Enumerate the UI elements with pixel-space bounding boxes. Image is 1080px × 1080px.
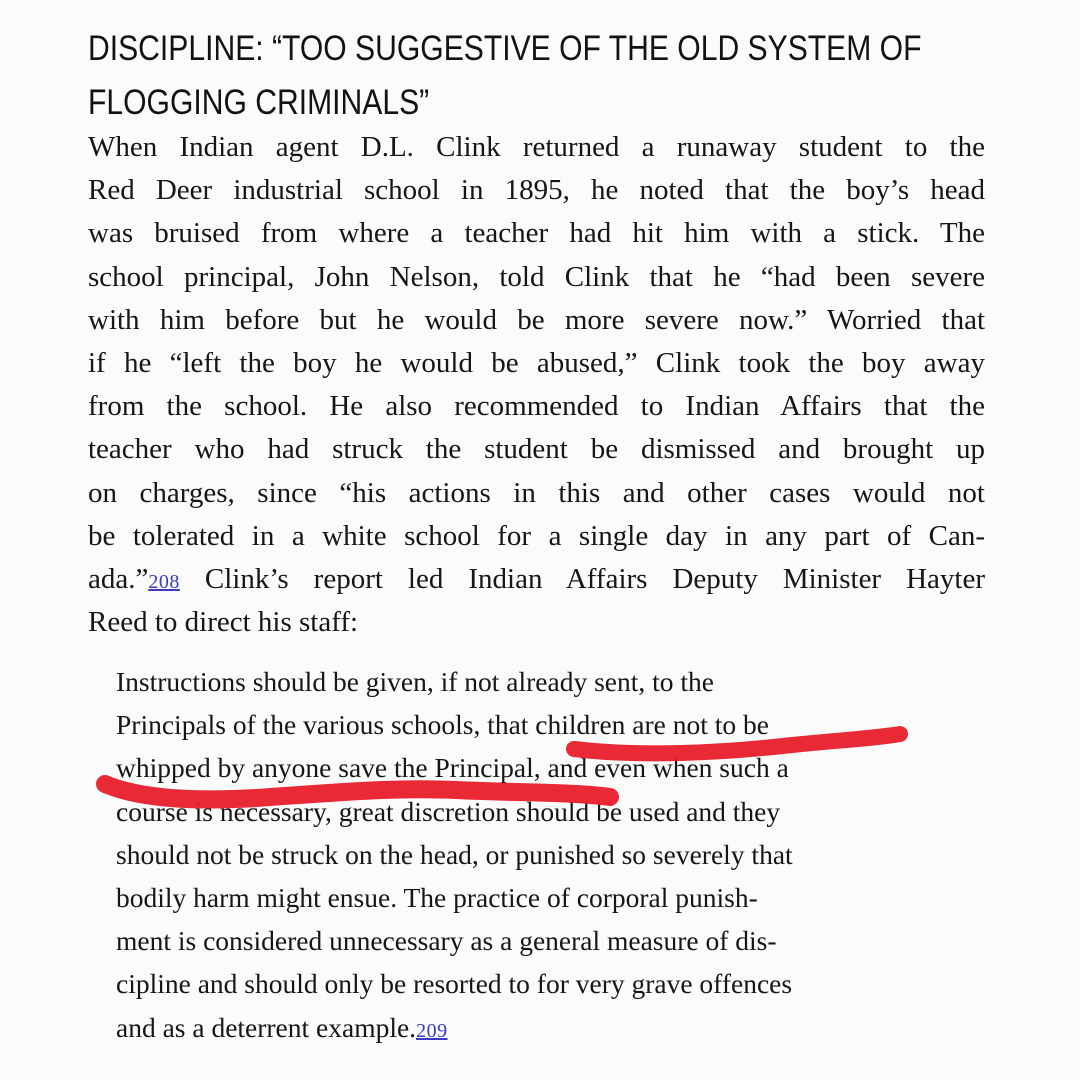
body-line: on charges, since “his actions in this and other cases would not xyxy=(88,476,985,509)
body-line-with-footnote xyxy=(88,558,985,601)
body-line: teacher who had struck the student be dismissed and brought up xyxy=(88,433,985,466)
quote-line: Instructions should be given, if not already sent, to the xyxy=(116,666,715,697)
body-line: was bruised from where a teacher had hit him with a stick. The xyxy=(88,217,985,250)
body-line: When Indian agent D.L. Clink returned a runaway student to the xyxy=(88,131,985,163)
body-line: Red Deer industrial school in 1895, he noted that the boy’s head xyxy=(88,174,985,207)
quote-line: cipline and should only be resorted to for very grave offences xyxy=(116,968,793,1000)
section-heading xyxy=(88,22,1057,130)
quote-line: ment is considered unnecessary as a general measure of dis- xyxy=(116,925,777,957)
body-line: school principal, John Nelson, told Clink that he “had been severe xyxy=(88,260,985,293)
body-line: with him before but he would be more severe now.” Worried that xyxy=(88,303,985,336)
body-paragraph xyxy=(88,126,985,644)
quote-line-with-footnote xyxy=(116,1006,988,1049)
quote-line: should not be struck on the head, or punished so severely that xyxy=(116,838,793,870)
section-heading-line-2: FLOGGING CRIMINALS” xyxy=(88,83,430,122)
body-text-fragment: Clink’s report led Indian Affairs Deputy Minister Hayter xyxy=(179,562,985,595)
footnote-link-209[interactable]: 209 xyxy=(416,1019,448,1042)
body-line: from the school. He also recommended to Indian Affairs that the xyxy=(88,390,985,423)
body-line-last: Reed to direct his staff: xyxy=(88,606,359,639)
quote-line: whipped by anyone save the Principal, and even when such a xyxy=(116,752,789,784)
body-line: be tolerated in a white school for a single day in any part of Can- xyxy=(88,519,985,552)
quote-line: course is necessary, great discretion should be used and they xyxy=(116,795,781,827)
quote-line: bodily harm might ensue. The practice of corporal punish- xyxy=(116,881,758,913)
body-line: if he “left the boy he would be abused,” Clink took the boy away xyxy=(88,346,985,379)
quote-text-fragment: and as a deterrent example. xyxy=(116,1011,417,1043)
footnote-link-208[interactable]: 208 xyxy=(148,570,180,593)
quote-line: Principals of the various schools, that children are not to be xyxy=(116,709,769,741)
section-heading-line-1: DISCIPLINE: “TOO SUGGESTIVE OF THE OLD SYSTEM OF xyxy=(88,29,922,68)
body-text-fragment: ada.” xyxy=(88,562,149,595)
block-quote xyxy=(116,660,988,1049)
